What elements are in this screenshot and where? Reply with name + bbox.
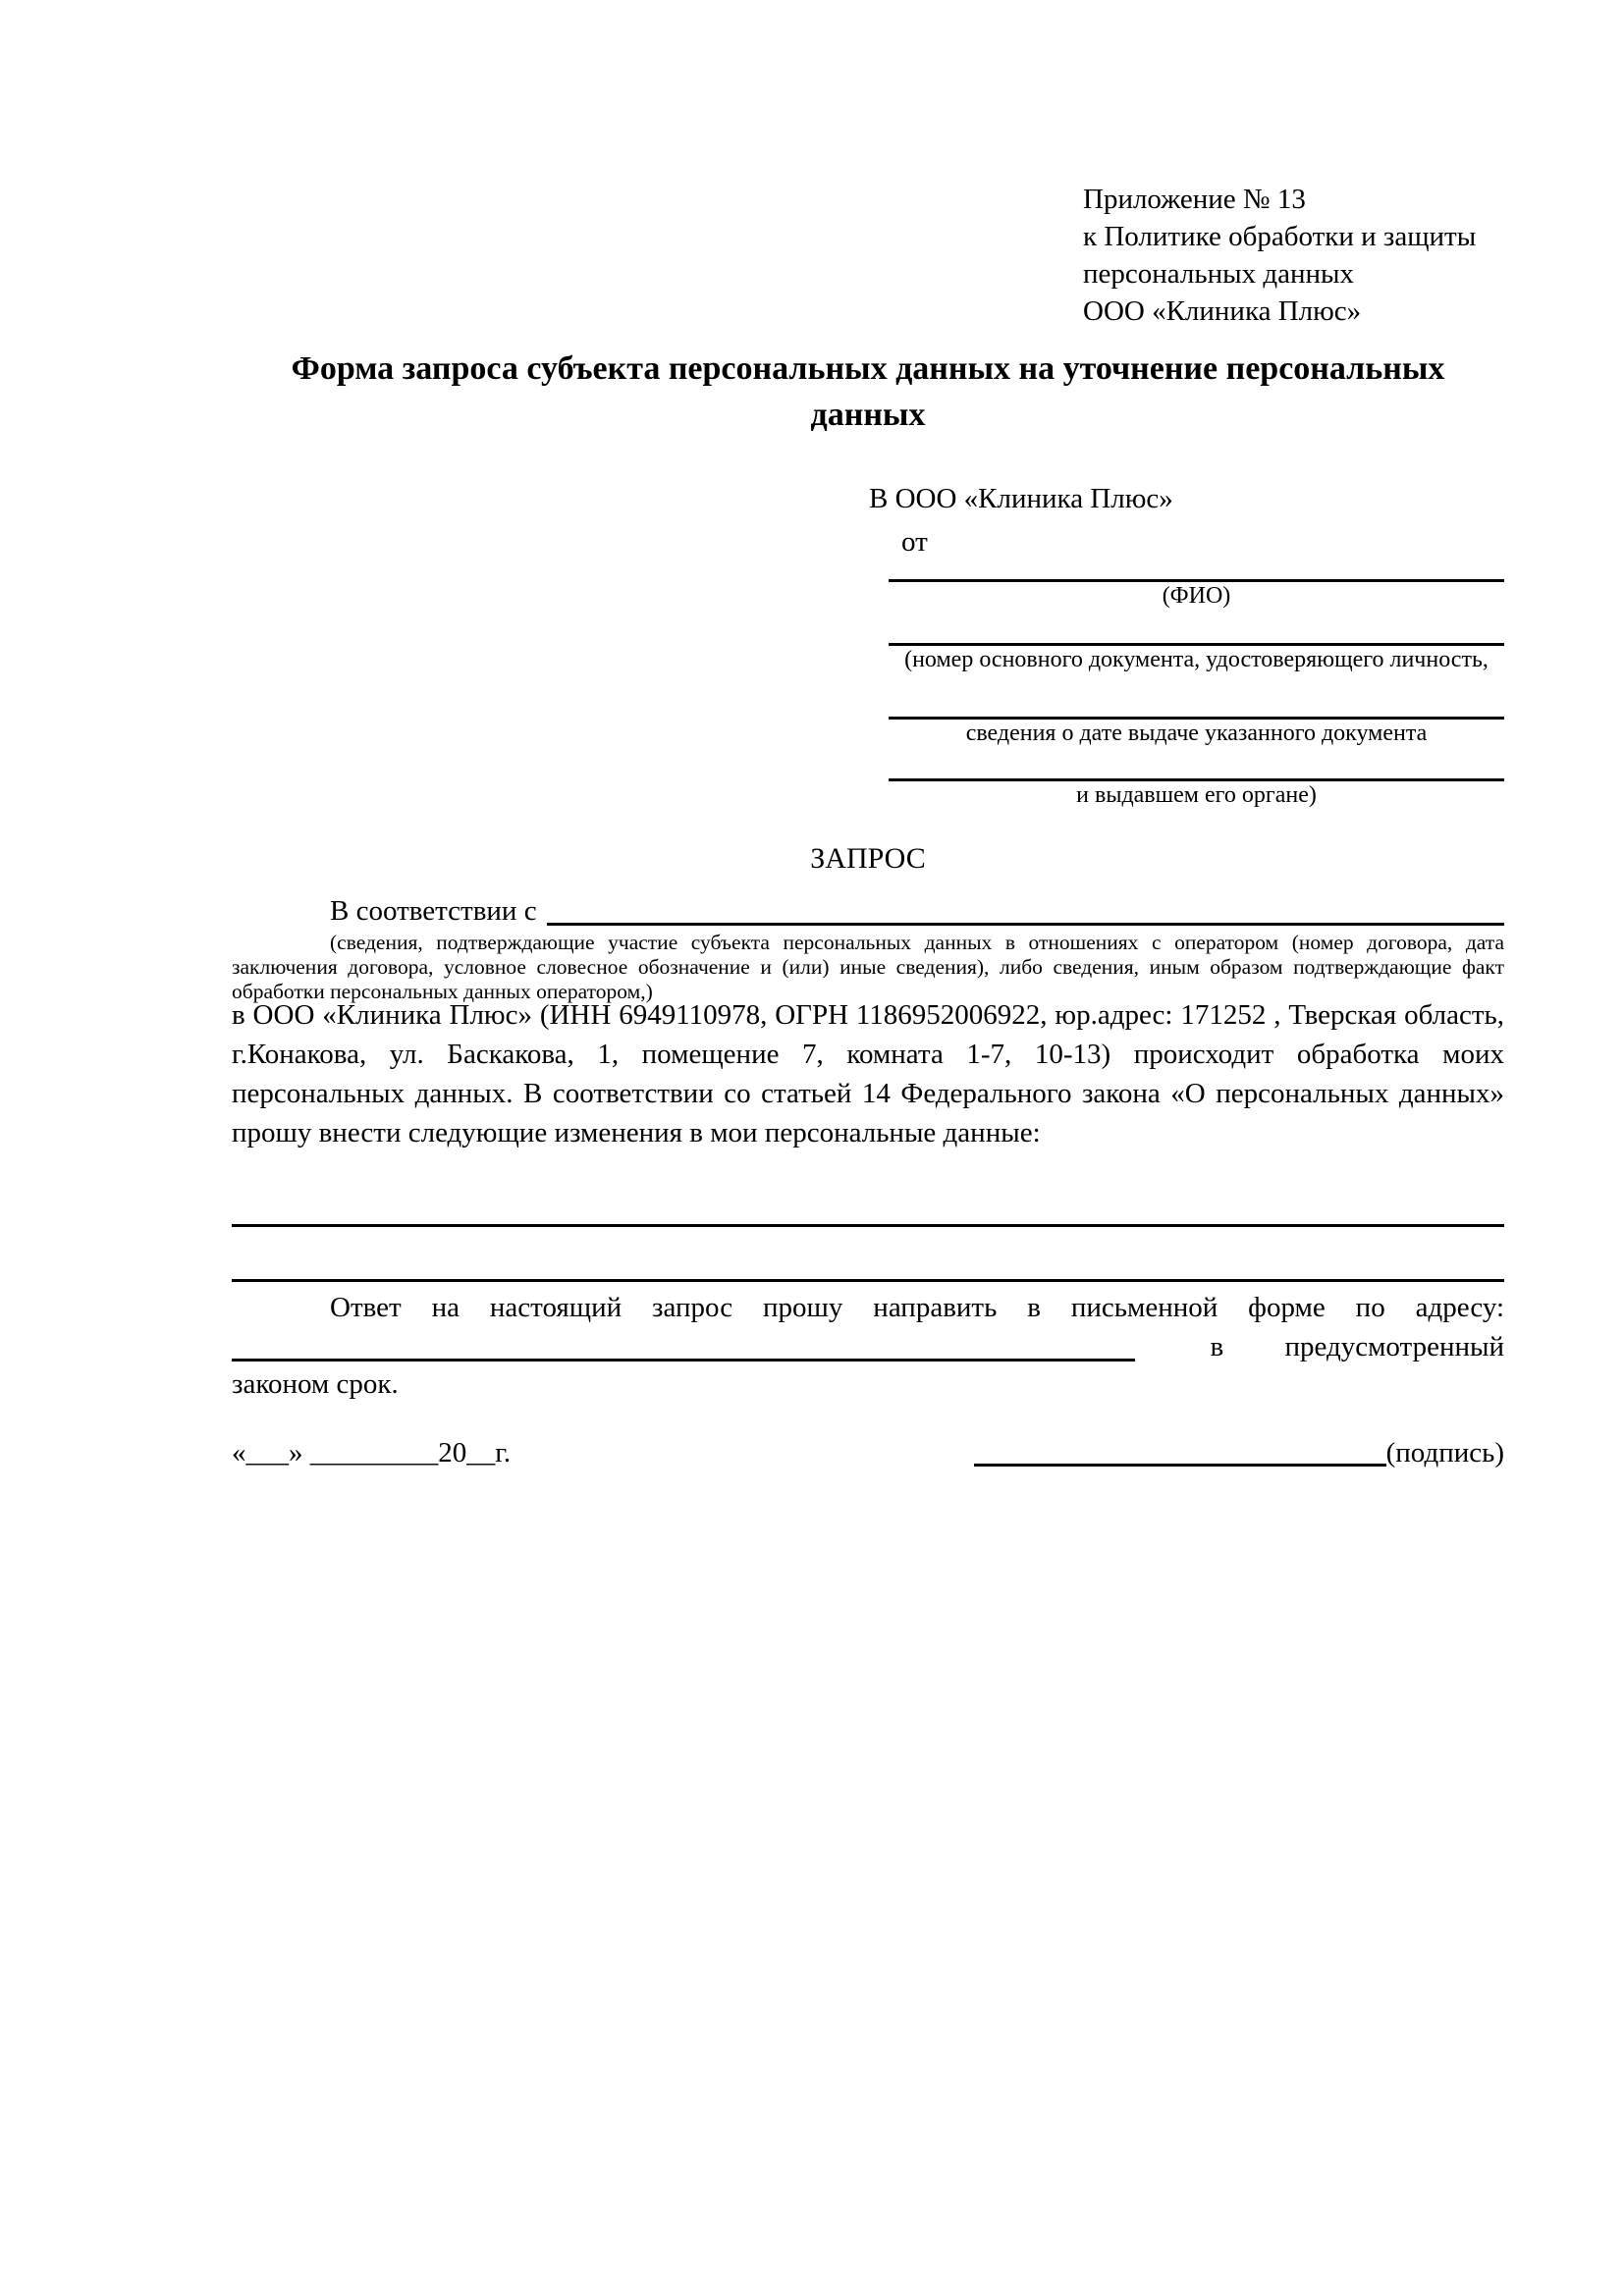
signature-input-line[interactable] — [974, 1464, 1386, 1467]
document-number-caption: (номер основного документа, удостоверяющего личность, — [904, 647, 1489, 672]
compliance-input-line[interactable] — [547, 923, 1504, 926]
appendix-header-line: Приложение № 13 — [1083, 184, 1306, 215]
reply-line2 — [232, 1327, 1504, 1366]
reply-line3: законом срок. — [232, 1368, 399, 1400]
addressee-from-label: от — [901, 526, 928, 558]
compliance-prefix: В соответствии с — [330, 895, 537, 927]
address-input-line[interactable] — [232, 1359, 1135, 1362]
issue-date-caption: сведения о дате выдаче указанного документа — [965, 721, 1428, 746]
appendix-header-line: персональных данных — [1083, 258, 1355, 290]
signature-right — [974, 1433, 1504, 1472]
request-heading: ЗАПРОС — [810, 842, 926, 875]
reply-line1: Ответ на настоящий запрос прошу направить в письменной форме по адресу: — [330, 1292, 1504, 1323]
reply-line2-suffix: в предусмотренный — [1210, 1331, 1504, 1362]
signature-row — [232, 1433, 1504, 1472]
form-title: Форма запроса субъекта персональных данных на уточнение персональных данных — [291, 350, 1445, 433]
appendix-header-line: ООО «Клиника Плюс» — [1083, 295, 1362, 327]
appendix-header — [1083, 181, 1476, 330]
appendix-header-line: к Политике обработки и защиты — [1083, 221, 1477, 252]
addressee-block — [869, 479, 1504, 809]
signature-caption: (подпись) — [1385, 1437, 1504, 1468]
request-body: в ООО «Клиника Плюс» (ИНН 6949110978, ОГРН 1186952006922, юр.адрес: 171252 , Тверская область, г.Конакова, ул. Баскакова, 1, помещение 7, комната 1-7, 10-13) происходит обработка моих персональных данных. В соответствии со статьей 14 Федерального закона «О персональных данных» прошу внести следующие изменения в мои персональные данные: — [232, 999, 1504, 1148]
compliance-note: (сведения, подтверждающие участие субъекта персональных данных в отношениях с оператором (номер договора, дата заключения договора, условное словесное обозначение и (или) иные сведения), либо сведения, иным образом подтверждающие факт обработки персональных данных оператором,) — [232, 931, 1504, 1003]
addressee-to: В ООО «Клиника Плюс» — [869, 483, 1173, 514]
issuing-authority-caption: и выдавшем его органе) — [1076, 782, 1317, 808]
fio-caption: (ФИО) — [1162, 583, 1231, 609]
changes-input-line-1[interactable] — [232, 1224, 1504, 1227]
changes-input-line-2[interactable] — [232, 1279, 1504, 1282]
date-placeholder[interactable]: «___» _________20__г. — [232, 1437, 512, 1468]
compliance-row — [232, 891, 1504, 931]
